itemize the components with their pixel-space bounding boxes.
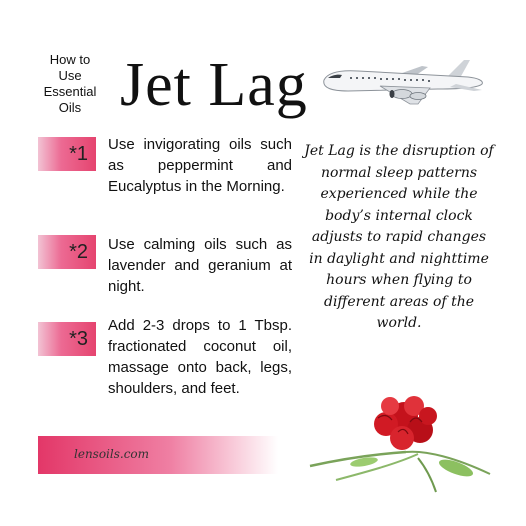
step-1-text: Use invigorating oils such as peppermint and Eucalyptus in the Morning. [108,136,292,195]
intro-line-2: Use [58,68,82,83]
airplane-icon [318,58,490,108]
step-3-text: Add 2-3 drops to 1 Tbsp. fractionated coconut oil, massage onto back, legs, shoulders, and feet. [108,317,292,397]
step-2-badge [38,235,96,269]
footer-brand: lensoils.com [74,447,150,461]
intro-line-4: Oils [58,100,82,115]
step-1-number: *1 [69,143,88,165]
jet-lag-definition: Jet Lag is the disruption of normal sleep patterns experienced while the body’s internal clock adjusts to rapid changes in daylight and nighttime hours when flying to different areas of the world. [304,143,494,331]
step-1-badge [38,137,96,171]
intro-line-3: Essential [43,84,97,99]
step-2-number: *2 [69,241,88,263]
footer-banner [38,436,278,474]
intro-line-1: How to [49,52,91,67]
geranium-flower-icon [306,388,492,500]
step-2-text: Use calming oils such as lavender and geranium at night. [108,236,292,295]
page-title: Jet Lag [120,51,308,119]
step-3-number: *3 [69,328,88,350]
intro-label [30,52,110,116]
step-3-badge [38,322,96,356]
